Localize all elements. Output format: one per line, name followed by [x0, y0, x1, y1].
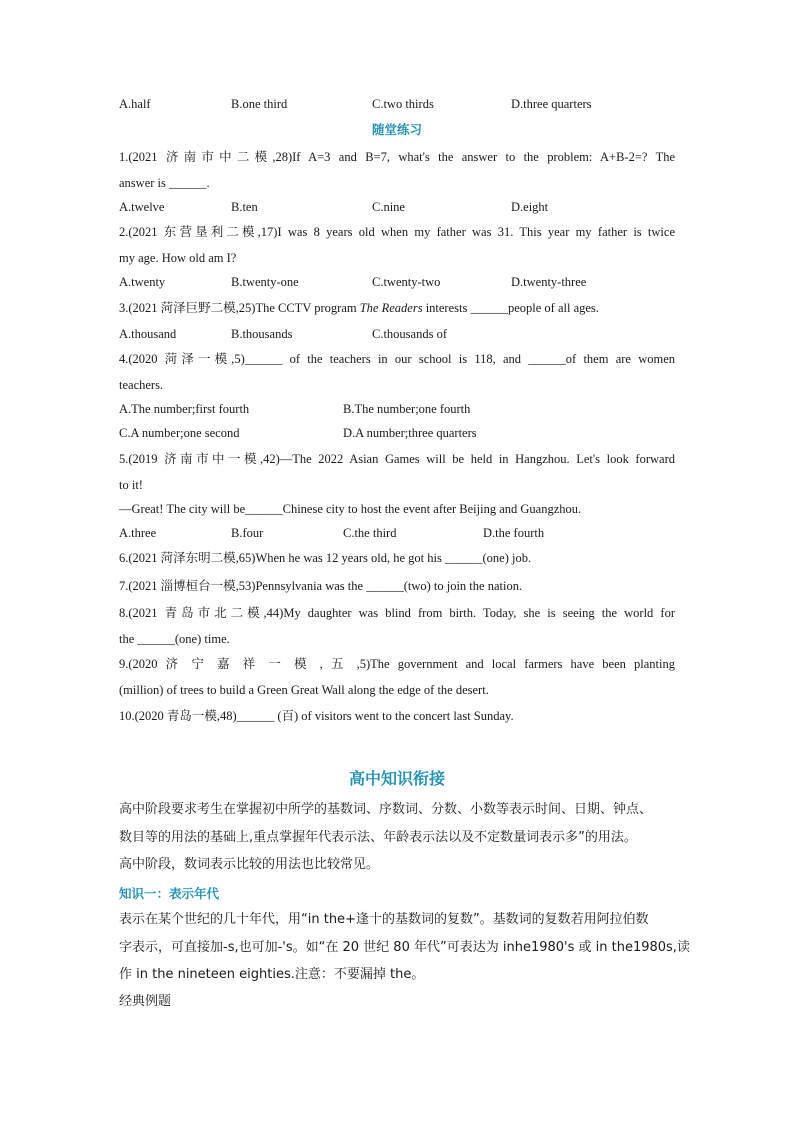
q2-option-b: B.twenty-one: [231, 275, 299, 289]
option-d: D.three quarters: [511, 97, 592, 111]
q1-option-c: C.nine: [372, 200, 405, 214]
question-9-line-2: (million) of trees to build a Green Great Wall along the edge of the desert.: [119, 683, 489, 697]
question-10: 10.(2020 青岛一模,48)______ (百) of visitors went to the concert last Sunday.: [119, 709, 514, 723]
knowledge-1-line-3: 作 in the nineteen eighties.注意：不要漏掉 the。: [119, 967, 425, 982]
knowledge-1-line-2: 字表示，可直接加-s,也可加-'s。如“在 20 世纪 80 年代”可表达为 inhe1980's 或 in the1980s,读: [119, 940, 690, 955]
q1-option-d: D.eight: [511, 200, 549, 214]
section-title: 高中知识衔接: [348, 769, 445, 788]
q2-option-c: C.twenty-two: [372, 275, 441, 289]
question-7: 7.(2021 淄博桓台一模,53)Pennsylvania was the ______(two) to join the nation.: [119, 579, 523, 593]
question-1-line-1: 1.(2021 济南市中二模,28)If A=3 and B=7, what's the answer to the problem: A+B-2=? The: [119, 150, 675, 164]
question-8-line-2: the ______(one) time.: [119, 632, 230, 646]
question-4-line-1: 4.(2020 菏泽一模,5)______ of the teachers in our school is 118, and ______of them are women: [119, 352, 675, 366]
question-6: 6.(2021 菏泽东明二模,65)When he was 12 years old, he got his ______(one) job.: [119, 551, 532, 565]
q5-option-d: D.the fourth: [483, 526, 545, 540]
question-5-line-1: 5.(2019 济南市中一模,42)—The 2022 Asian Games will be held in Hangzhou. Let's look forward: [119, 452, 675, 466]
q3-option-c: C.thousands of: [372, 327, 447, 341]
question-2-line-1: 2.(2021 东营垦利二模,17)I was 8 years old when my father was 31. This year my father is twice: [119, 225, 675, 239]
knowledge-1-line-1: 表示在某个世纪的几十年代，用“in the+逢十的基数词的复数”。基数词的复数若用阿拉伯数: [119, 912, 649, 927]
q4-option-d: D.A number;three quarters: [343, 426, 477, 440]
question-3: [119, 300, 599, 316]
question-3-suffix: interests ______people of all ages.: [422, 301, 599, 315]
q4-option-a: A.The number;first fourth: [119, 402, 250, 416]
q5-option-b: B.four: [231, 526, 264, 540]
q2-option-a: A.twenty: [119, 275, 166, 289]
question-5-line-2: to it!: [119, 478, 143, 492]
knowledge-1-title: 知识一：表示年代: [119, 886, 220, 901]
question-2-line-2: my age. How old am I?: [119, 251, 237, 265]
intro-line-1: 高中阶段要求考生在掌握初中所学的基数词、序数词、分数、小数等表示时间、日期、钟点、: [119, 802, 653, 817]
q2-option-d: D.twenty-three: [511, 275, 587, 289]
intro-line-2: 数目等的用法的基础上,重点掌握年代表示法、年龄表示法以及不定数量词表示多”的用法。: [119, 830, 637, 845]
example-label: 经典例题: [119, 994, 172, 1009]
q1-option-b: B.ten: [231, 200, 258, 214]
q4-option-b: B.The number;one fourth: [343, 402, 471, 416]
q5-option-c: C.the third: [343, 526, 397, 540]
question-8-line-1: 8.(2021 青岛市北二模,44)My daughter was blind from birth. Today, she is seeing the world for: [119, 606, 675, 620]
q3-option-a: A.thousand: [119, 327, 177, 341]
question-9-line-1: 9.(2020 济 宁 嘉 祥 一 模 , 五 ,5)The government and local farmers have been planting: [119, 657, 675, 671]
option-a: A.half: [119, 97, 151, 111]
option-b: B.one third: [231, 97, 288, 111]
question-1-line-2: answer is ______.: [119, 176, 210, 190]
practice-title: 随堂练习: [371, 122, 422, 137]
intro-line-3: 高中阶段，数词表示比较的用法也比较常见。: [119, 857, 380, 872]
q4-option-c: C.A number;one second: [119, 426, 240, 440]
program-name: The Readers: [359, 301, 423, 315]
option-c: C.two thirds: [372, 97, 434, 111]
q3-option-b: B.thousands: [231, 327, 293, 341]
q1-option-a: A.twelve: [119, 200, 165, 214]
question-3-prefix: 3.(2021 菏泽巨野二模,25)The CCTV program: [119, 301, 360, 315]
q5-option-a: A.three: [119, 526, 157, 540]
question-5-line-3: —Great! The city will be______Chinese city to host the event after Beijing and Guangzhou.: [119, 502, 582, 516]
question-4-line-2: teachers.: [119, 378, 164, 392]
